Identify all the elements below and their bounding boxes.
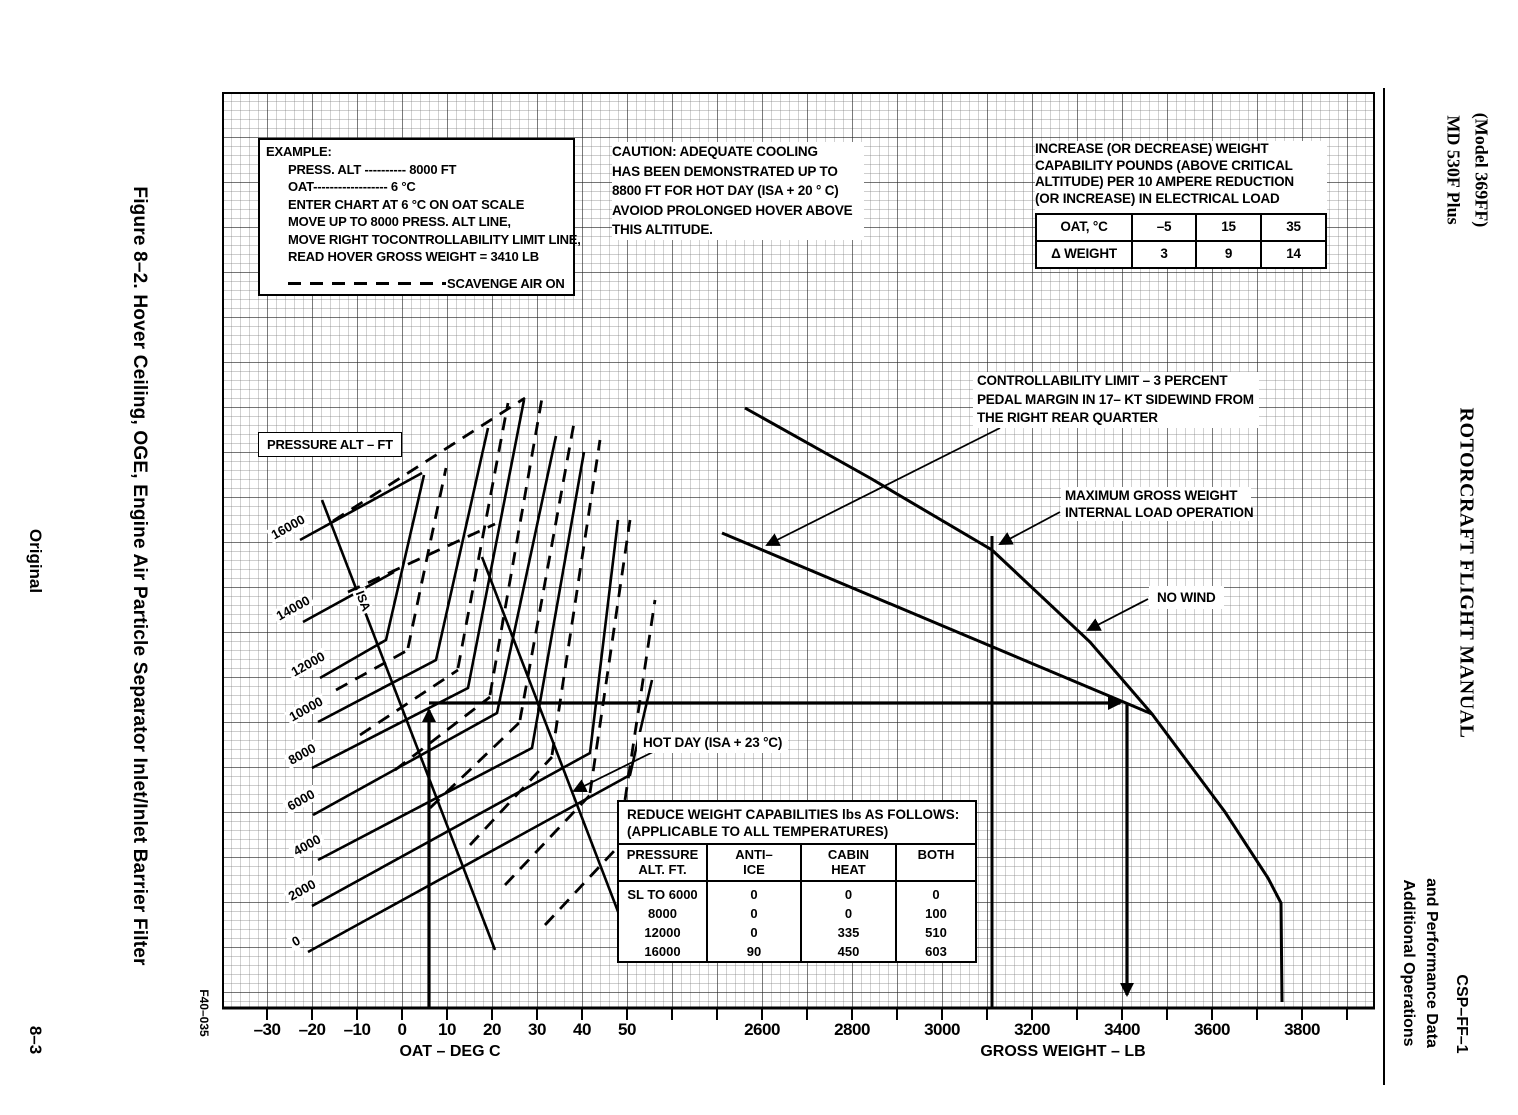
gw-tick-label: 3000 [924,1020,960,1039]
caution-note [612,142,864,240]
example-line: READ HOVER GROSS WEIGHT = 3410 LB [288,249,539,264]
cell: 90 [707,942,801,961]
model-name-line2: (Model 369FF) [1471,112,1492,228]
example-title: EXAMPLE: [266,144,332,159]
column-header: BOTH [896,845,975,881]
axis-ticks [267,1009,1347,1020]
caution-line: CAUTION: ADEQUATE COOLING [612,144,818,159]
doc-number: CSP–FF–1 [1453,974,1470,1054]
cell: 35 [1261,214,1326,241]
oat-tick-label: 20 [483,1020,501,1039]
column-header: ANTI– ICE [707,845,801,881]
label-line: CONTROLLABILITY LIMIT – 3 PERCENT [977,373,1228,388]
altitude-label: 0 [287,931,306,951]
figure-code: F40–035 [197,989,211,1037]
electrical-note-line: ALTITUDE) PER 10 AMPERE REDUCTION [1035,174,1294,189]
cell: 0 [707,904,801,923]
cell: SL TO 6000 [627,887,698,902]
cell: 0 [896,881,975,904]
section-title-line2: and Performance Data [1423,878,1440,1048]
cell: 3 [1132,241,1196,268]
caution-line: HAS BEEN DEMONSTRATED UP TO [612,163,838,179]
gw-tick-label: 3800 [1284,1020,1320,1039]
gw-tick-label: 2800 [834,1020,870,1039]
altitude-label: 12000 [286,647,330,681]
dashed-line-legend-label: SCAVENGE AIR ON [447,275,565,291]
altitude-label: 16000 [266,510,310,544]
table-title-line: REDUCE WEIGHT CAPABILITIES lbs AS FOLLOWS: [627,807,960,822]
label-line: MAXIMUM GROSS WEIGHT [1065,488,1238,503]
cell: 510 [896,923,975,942]
manual-title: ROTORCRAFT FLIGHT MANUAL [1455,407,1478,739]
altitude-label: 10000 [284,692,328,726]
oat-tick-label: 40 [573,1020,591,1039]
caution-line: AVOIOD PROLONGED HOVER ABOVE [612,202,853,218]
example-line: MOVE RIGHT TOCONTROLLABILITY LIMIT LINE, [288,231,581,247]
column-header: CABIN HEAT [801,845,896,881]
label-line: PEDAL MARGIN IN 17– KT SIDEWIND FROM [977,391,1254,407]
gw-axis-title: GROSS WEIGHT – LB [980,1043,1146,1060]
altitude-label: 14000 [271,591,315,625]
cell: OAT, °C [1036,214,1132,241]
cell: 9 [1196,241,1261,268]
model-name-line1: MD 530F Plus [1443,115,1464,225]
cell: 16000 [644,944,681,959]
oat-tick-label: 50 [618,1020,636,1039]
electrical-note-line: (OR INCREASE) IN ELECTRICAL LOAD [1035,190,1280,206]
cell: 0 [707,881,801,904]
cell: 14 [1261,241,1326,268]
cell: 450 [801,942,896,961]
oat-tick-label: 30 [528,1020,546,1039]
example-line: ENTER CHART AT 6 °C ON OAT SCALE [288,196,525,212]
cell: Δ WEIGHT [1036,241,1132,268]
example-line: PRESS. ALT ---------- 8000 FT [288,161,457,177]
label-line: INTERNAL LOAD OPERATION [1065,505,1254,520]
electrical-load-table [1035,213,1327,269]
cell: 0 [801,881,896,904]
column-header: PRESSURE ALT. FT. [619,845,707,881]
page-number: 8–3 [26,1025,45,1055]
cell: 335 [801,923,896,942]
reduce-weight-table [617,800,977,963]
altitude-label: 4000 [288,830,326,860]
section-title-line1: Additional Operations [1400,879,1417,1047]
no-wind-label: NO WIND [1149,586,1224,609]
electrical-load-note [1035,141,1327,269]
margin-divider [1383,88,1385,1085]
max-gross-weight-label [1061,487,1254,521]
example-line: MOVE UP TO 8000 PRESS. ALT LINE, [288,214,511,229]
electrical-note-line: INCREASE (OR DECREASE) WEIGHT [1035,141,1269,156]
cell: –5 [1132,214,1196,241]
hot-day-label: HOT DAY (ISA + 23 °C) [637,732,788,753]
altitude-label: 6000 [282,785,320,815]
cell: 0 [801,904,896,923]
cell: 100 [896,904,975,923]
oat-tick-label: –20 [298,1020,326,1039]
caution-line: THIS ALTITUDE. [612,222,713,237]
oat-tick-label: 10 [438,1020,456,1039]
altitude-label: 2000 [283,875,321,905]
dashed-line-legend-swatch [288,282,446,286]
gw-tick-label: 3200 [1014,1020,1050,1039]
caution-line: 8800 FT FOR HOT DAY (ISA + 20 ° C) [612,183,839,198]
example-box [258,138,581,296]
oat-axis-title: OAT – DEG C [399,1043,501,1060]
oat-tick-label: –10 [343,1020,371,1039]
table-title-line: (APPLICABLE TO ALL TEMPERATURES) [627,824,889,839]
electrical-note-line: CAPABILITY POUNDS (ABOVE CRITICAL [1035,157,1293,173]
cell: 8000 [648,906,677,921]
label-line: THE RIGHT REAR QUARTER [977,410,1158,425]
cell: 603 [896,942,975,961]
altitude-label: 8000 [283,739,321,769]
oat-tick-label: –30 [253,1020,281,1039]
revision-label: Original [26,528,45,594]
figure-caption: Figure 8–2. Hover Ceiling, OGE, Engine Air Particle Separator Inlet/Inlet Barrier Filter [129,186,150,966]
controllability-limit-label [973,372,1259,428]
gw-tick-label: 3400 [1104,1020,1140,1039]
example-line: OAT------------------ 6 °C [288,179,416,194]
cell: 0 [707,923,801,942]
gw-tick-label: 3600 [1194,1020,1230,1039]
gw-tick-label: 2600 [744,1020,780,1039]
isa-label: ISA [352,588,374,614]
cell: 15 [1196,214,1261,241]
oat-tick-label: 0 [397,1020,407,1039]
pressure-alt-axis-label: PRESSURE ALT – FT [258,432,402,457]
cell: 12000 [644,925,681,940]
